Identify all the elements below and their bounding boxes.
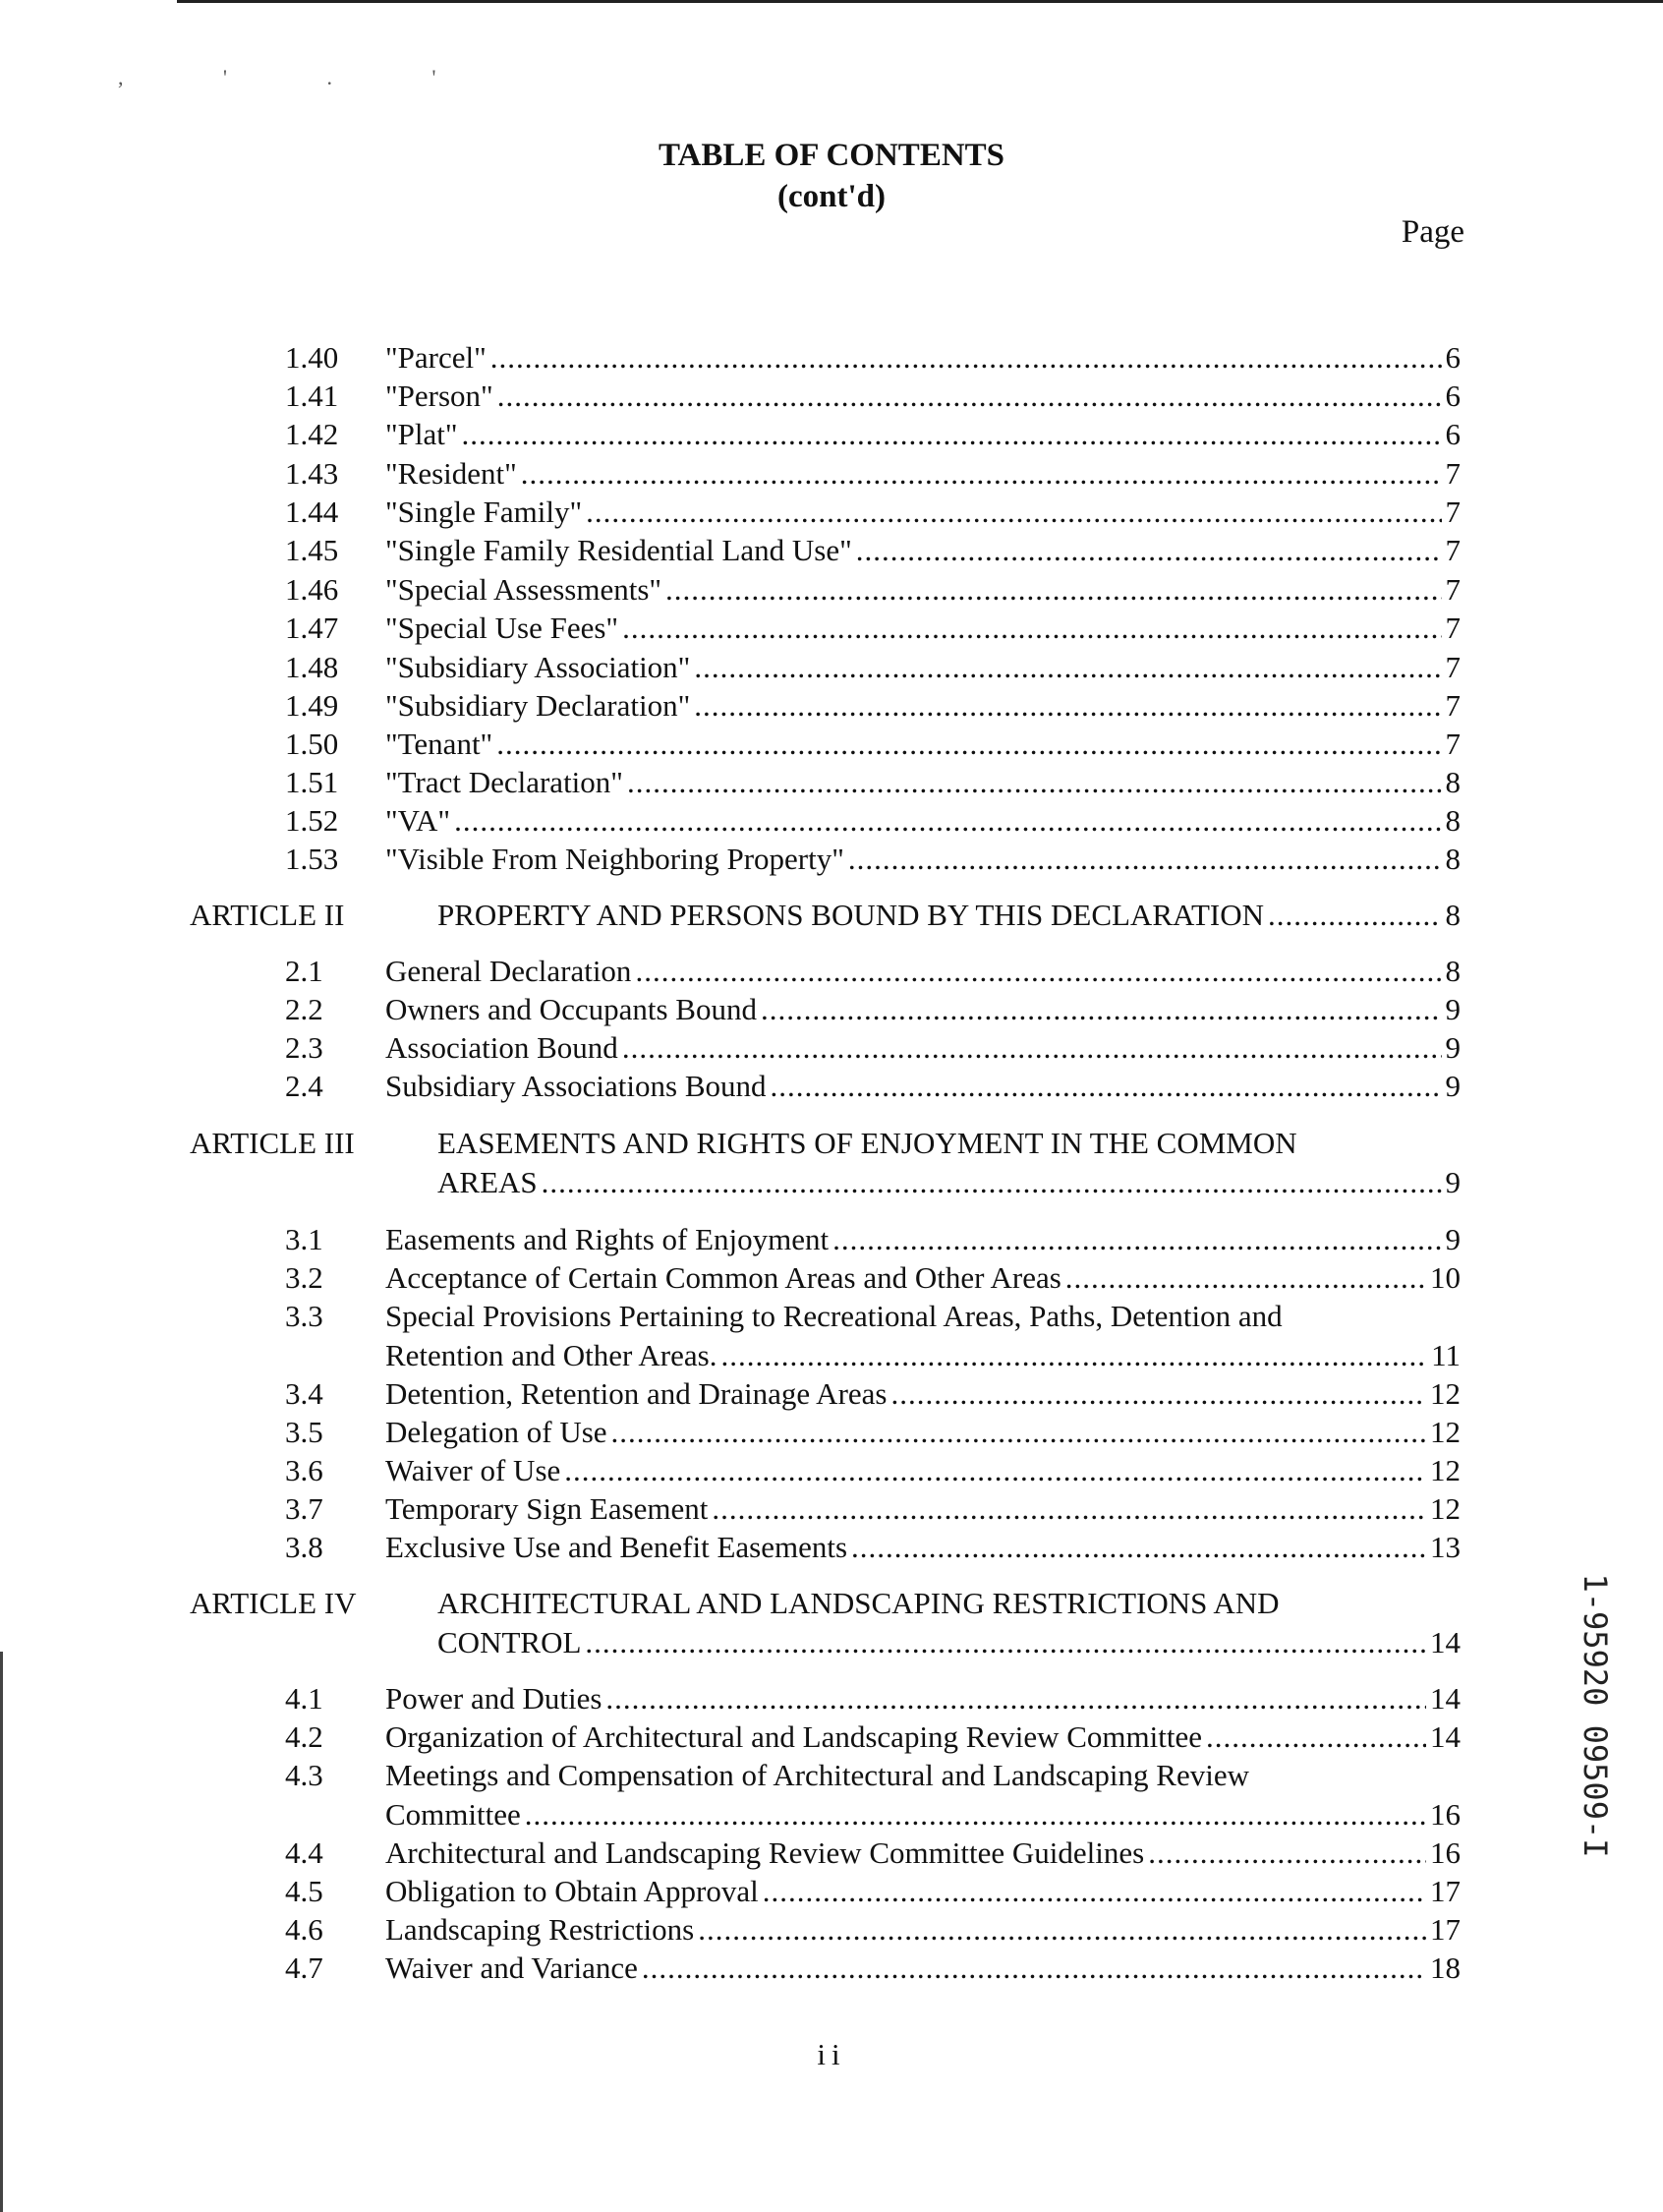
section-number: 3.6 — [285, 1453, 323, 1487]
dot-leader — [694, 686, 1441, 726]
entry-title: "Person" — [385, 378, 493, 413]
entry-title: Easements and Rights of Enjoyment — [385, 1222, 830, 1256]
dot-leader — [698, 1910, 1426, 1950]
section-number: 4.7 — [285, 1950, 323, 1985]
entry-title: Delegation of Use — [385, 1415, 607, 1449]
entry-title: "Parcel" — [385, 340, 487, 375]
section-number: 4.6 — [285, 1912, 323, 1947]
toc-entry — [385, 1717, 1461, 1757]
entry-title: Waiver and Variance — [385, 1950, 638, 1985]
toc-entry — [385, 415, 1461, 454]
toc-entry — [385, 1949, 1461, 1988]
entry-title: Architectural and Landscaping Review Committee Guidelines — [385, 1835, 1145, 1870]
section-number: 3.7 — [285, 1491, 323, 1526]
toc-entry — [385, 570, 1461, 610]
dot-leader — [454, 801, 1441, 841]
dot-leader — [611, 1413, 1426, 1452]
dot-leader — [622, 1028, 1442, 1068]
dot-leader — [851, 1528, 1426, 1567]
section-number: 1.51 — [285, 765, 339, 799]
section-number: 1.46 — [285, 572, 339, 607]
toc-entry — [385, 990, 1461, 1029]
entry-page-number: 10 — [1430, 1260, 1461, 1295]
entry-page-number: 8 — [1445, 803, 1461, 838]
entry-title: "Plat" — [385, 417, 458, 451]
entry-title: "Tenant" — [385, 727, 493, 761]
section-number: 3.3 — [285, 1299, 323, 1333]
dot-leader — [761, 990, 1442, 1029]
toc-entry — [385, 1258, 1461, 1298]
entry-page-number: 8 — [1445, 765, 1461, 799]
toc-entry — [385, 338, 1461, 378]
toc-entry — [385, 763, 1461, 802]
entry-title: Organization of Architectural and Landscaping Review Committee — [385, 1719, 1203, 1754]
toc-entry — [385, 725, 1461, 764]
entry-title: CONTROL — [437, 1625, 582, 1659]
entry-page-number: 7 — [1445, 572, 1461, 607]
toc-entry — [385, 1489, 1461, 1529]
entry-page-number: 8 — [1445, 898, 1461, 932]
side-stamp — [1561, 1573, 1630, 1858]
section-number: 2.4 — [285, 1069, 323, 1103]
entry-title: "Special Assessments" — [385, 572, 662, 607]
toc-entry — [385, 493, 1461, 532]
section-number: 1.49 — [285, 688, 339, 723]
entry-page-number: 14 — [1430, 1681, 1461, 1716]
entry-page-number: 7 — [1445, 611, 1461, 645]
entry-page-number: 7 — [1445, 533, 1461, 567]
section-number: 4.2 — [285, 1719, 323, 1754]
entry-title: "VA" — [385, 803, 451, 838]
dot-leader — [627, 763, 1442, 802]
section-number: 3.5 — [285, 1415, 323, 1449]
toc-entry — [385, 1910, 1461, 1950]
entry-title: Owners and Occupants Bound — [385, 992, 757, 1026]
toc-entry — [385, 609, 1461, 648]
section-number: 4.5 — [285, 1874, 323, 1908]
toc-entry — [385, 1834, 1461, 1873]
dot-leader — [771, 1067, 1442, 1106]
dot-leader — [525, 1795, 1426, 1834]
side-stamp-text: 1-95920 09509-I — [1577, 1573, 1614, 1858]
section-number: 1.48 — [285, 650, 339, 684]
toc-entry — [385, 1067, 1461, 1106]
section-number: 2.3 — [285, 1030, 323, 1065]
page-subtitle: (cont'd) — [777, 179, 886, 214]
toc-entry — [385, 1028, 1461, 1068]
entry-page-number: 12 — [1430, 1491, 1461, 1526]
section-number: 1.53 — [285, 842, 339, 876]
entry-page-number: 11 — [1431, 1338, 1461, 1372]
entry-page-number: 9 — [1445, 1165, 1461, 1199]
entry-title: Detention, Retention and Drainage Areas — [385, 1376, 888, 1411]
entry-title: AREAS — [437, 1165, 538, 1199]
entry-title: Obligation to Obtain Approval — [385, 1874, 759, 1908]
entry-page-number: 12 — [1430, 1376, 1461, 1411]
entry-page-number: 8 — [1445, 842, 1461, 876]
entry-page-number: 6 — [1445, 378, 1461, 413]
toc-entry — [437, 1163, 1461, 1202]
scan-specks: , ' . ' — [118, 65, 484, 89]
entry-page-number: 7 — [1445, 495, 1461, 529]
entry-title: Power and Duties — [385, 1681, 602, 1716]
dot-leader — [642, 1949, 1426, 1988]
toc-entry — [385, 1374, 1461, 1414]
dot-leader — [490, 338, 1442, 378]
entry-title: Exclusive Use and Benefit Easements — [385, 1530, 848, 1564]
section-number: 3.8 — [285, 1530, 323, 1564]
entry-page-number: 7 — [1445, 727, 1461, 761]
entry-title: Waiver of Use — [385, 1453, 561, 1487]
section-number: 1.47 — [285, 611, 339, 645]
entry-page-number: 9 — [1445, 1069, 1461, 1103]
entry-page-number: 9 — [1445, 1222, 1461, 1256]
article-number: ARTICLE III — [190, 1126, 355, 1160]
entry-title: PROPERTY AND PERSONS BOUND BY THIS DECLARATION — [437, 898, 1264, 932]
toc-entry — [385, 1872, 1461, 1911]
dot-leader — [497, 377, 1442, 416]
entry-page-number: 12 — [1430, 1453, 1461, 1487]
toc-entry — [385, 1451, 1461, 1490]
entry-page-number: 7 — [1445, 688, 1461, 723]
entry-page-number: 18 — [1430, 1950, 1461, 1985]
dot-leader — [462, 415, 1442, 454]
dot-leader — [720, 1336, 1427, 1375]
toc-entry — [385, 1413, 1461, 1452]
entry-page-number: 8 — [1445, 954, 1461, 988]
section-number: 1.41 — [285, 378, 339, 413]
toc-entry — [385, 952, 1461, 991]
entry-title-line: EASEMENTS AND RIGHTS OF ENJOYMENT IN THE COMMON — [437, 1126, 1297, 1160]
page-title: TABLE OF CONTENTS — [658, 138, 1005, 173]
dot-leader — [542, 1163, 1442, 1202]
entry-page-number: 6 — [1445, 417, 1461, 451]
toc-entry — [385, 531, 1461, 570]
entry-page-number: 16 — [1430, 1797, 1461, 1832]
toc-entry — [385, 1220, 1461, 1259]
section-number: 1.50 — [285, 727, 339, 761]
section-number: 1.52 — [285, 803, 339, 838]
dot-leader — [832, 1220, 1441, 1259]
toc-entry — [385, 1795, 1461, 1834]
entry-title: Association Bound — [385, 1030, 618, 1065]
entry-page-number: 7 — [1445, 456, 1461, 491]
entry-title: General Declaration — [385, 954, 632, 988]
entry-title: Temporary Sign Easement — [385, 1491, 709, 1526]
article-number: ARTICLE IV — [190, 1586, 357, 1620]
entry-page-number: 17 — [1430, 1874, 1461, 1908]
entry-title: "Single Family" — [385, 495, 583, 529]
section-number: 1.42 — [285, 417, 339, 451]
entry-title: "Subsidiary Association" — [385, 650, 691, 684]
entry-page-number: 14 — [1430, 1625, 1461, 1659]
entry-title-line: Meetings and Compensation of Architectural and Landscaping Review — [385, 1758, 1249, 1792]
entry-page-number: 14 — [1430, 1719, 1461, 1754]
toc-entry — [385, 454, 1461, 494]
dot-leader — [856, 531, 1442, 570]
page-column-header: Page — [1401, 214, 1464, 250]
dot-leader — [665, 570, 1441, 610]
section-number: 1.45 — [285, 533, 339, 567]
entry-title-line: Special Provisions Pertaining to Recreational Areas, Paths, Detention and — [385, 1299, 1283, 1333]
dot-leader — [1268, 896, 1442, 935]
entry-page-number: 17 — [1430, 1912, 1461, 1947]
dot-leader — [622, 609, 1441, 648]
entry-title: "Visible From Neighboring Property" — [385, 842, 844, 876]
dot-leader — [712, 1489, 1426, 1529]
entry-title: Landscaping Restrictions — [385, 1912, 695, 1947]
entry-page-number: 9 — [1445, 992, 1461, 1026]
dot-leader — [605, 1679, 1426, 1718]
toc-entry — [385, 1679, 1461, 1718]
toc-entry — [385, 1336, 1461, 1375]
dot-leader — [1206, 1717, 1426, 1757]
toc-entry — [437, 896, 1461, 935]
toc-entry — [385, 801, 1461, 841]
dot-leader — [890, 1374, 1426, 1414]
dot-leader — [763, 1872, 1426, 1911]
page-number: ii — [817, 2037, 846, 2071]
section-number: 2.2 — [285, 992, 323, 1026]
entry-page-number: 6 — [1445, 340, 1461, 375]
entry-page-number: 9 — [1445, 1030, 1461, 1065]
dot-leader — [521, 454, 1442, 494]
section-number: 1.44 — [285, 495, 339, 529]
toc-entry — [385, 648, 1461, 687]
dot-leader — [1065, 1258, 1426, 1298]
entry-title: Subsidiary Associations Bound — [385, 1069, 767, 1103]
section-number: 4.1 — [285, 1681, 323, 1716]
entry-page-number: 12 — [1430, 1415, 1461, 1449]
dot-leader — [1148, 1834, 1426, 1873]
dot-leader — [635, 952, 1441, 991]
entry-page-number: 16 — [1430, 1835, 1461, 1870]
section-number: 3.4 — [285, 1376, 323, 1411]
section-number: 4.4 — [285, 1835, 323, 1870]
dot-leader — [564, 1451, 1426, 1490]
dot-leader — [694, 648, 1441, 687]
toc-entry — [437, 1623, 1461, 1662]
entry-page-number: 13 — [1430, 1530, 1461, 1564]
entry-title: Retention and Other Areas. — [385, 1338, 717, 1372]
section-number: 3.2 — [285, 1260, 323, 1295]
section-number: 1.43 — [285, 456, 339, 491]
dot-leader — [586, 493, 1441, 532]
section-number: 2.1 — [285, 954, 323, 988]
entry-title: "Tract Declaration" — [385, 765, 623, 799]
entry-title: Committee — [385, 1797, 521, 1832]
entry-title: "Special Use Fees" — [385, 611, 619, 645]
entry-page-number: 7 — [1445, 650, 1461, 684]
toc-entry — [385, 1528, 1461, 1567]
entry-title: "Single Family Residential Land Use" — [385, 533, 852, 567]
entry-title: "Resident" — [385, 456, 517, 491]
toc-entry — [385, 377, 1461, 416]
entry-title: Acceptance of Certain Common Areas and Other Areas — [385, 1260, 1061, 1295]
section-number: 1.40 — [285, 340, 339, 375]
dot-leader — [585, 1623, 1426, 1662]
dot-leader — [848, 840, 1442, 879]
article-number: ARTICLE II — [190, 898, 345, 932]
section-number: 3.1 — [285, 1222, 323, 1256]
toc-entry — [385, 686, 1461, 726]
toc-entry — [385, 840, 1461, 879]
dot-leader — [496, 725, 1441, 764]
entry-title: "Subsidiary Declaration" — [385, 688, 691, 723]
section-number: 4.3 — [285, 1758, 323, 1792]
entry-title-line: ARCHITECTURAL AND LANDSCAPING RESTRICTIONS AND — [437, 1586, 1280, 1620]
